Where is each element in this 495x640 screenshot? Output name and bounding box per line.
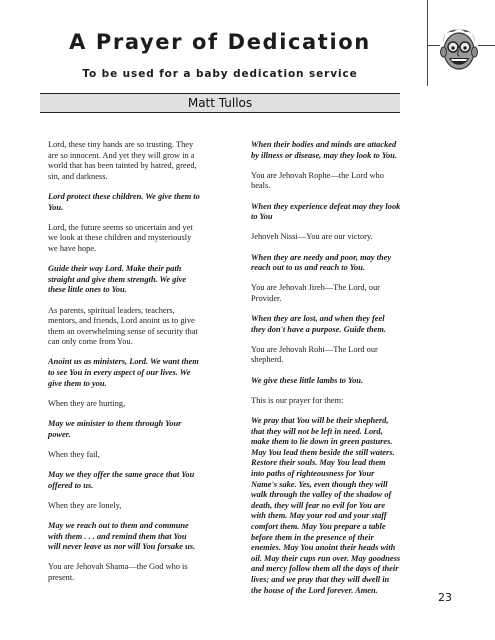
prayer-paragraph: You are Jehovah Rophe—the Lord who heals. — [251, 170, 384, 191]
prayer-paragraph: As parents, spiritual leaders, teachers, mentors, and friends, Lord anoint us to give them an overwhelming sense of security that can only come from You. — [48, 305, 198, 347]
right-column — [251, 140, 401, 606]
response-paragraph: May we minister to them through Your power. — [48, 419, 182, 439]
prayer-paragraph: Lord, these tiny hands are so trusting. They are so innocent. And yet they will grow in a world that has been tainted by hatred, greed, sin, and darkness. — [48, 140, 197, 181]
response-paragraph: Guide their way Lord. Make their path straight and give them strength. We give these little ones to You. — [48, 264, 187, 295]
response-paragraph: Anoint us as ministers, Lord. We want them to see You in every aspect of our lives. We give them to you. — [48, 357, 199, 388]
response-paragraph: When they are needy and poor, may they reach out to us and reach to You. — [251, 252, 392, 273]
author-name: Matt Tullos — [187, 96, 253, 110]
prayer-paragraph: You are Jehovah Shama—the God who is present. — [48, 562, 188, 582]
response-paragraph: May we they offer the same grace that You offered to us. — [48, 470, 195, 490]
prayer-paragraph: Lord, the future seems so uncertain and yet we look at these children and mysteriously we have hope. — [48, 222, 193, 253]
prayer-paragraph: You are Jehovah Rohi—The Lord our shepherd. — [251, 344, 378, 365]
response-paragraph: We pray that You will be their shepherd, that they will not be left in need. Lord, make them to lie down in green pastures. May You lead them beside the still waters. Restore their souls. May You lead them into paths of righteousness for Your Name's sake. Yes, even though they will walk through the valley of the shadow of death, they will fear no evil for You are with them. May your rod and your staff comfort them. May You prepare a table before them in the presence of their enemies. May You anoint their heads with oil. May their cups run over. May goodness and mercy follow them all the days of their lives; and we pray that they will dwell in the house of the Lord forever. Amen. — [251, 416, 401, 595]
response-paragraph: When their bodies and minds are attacked by illness or disease, may they look to You. — [251, 140, 397, 160]
logo-divider-vertical — [427, 0, 428, 86]
response-paragraph: Lord protect these children. We give them to You. — [48, 191, 200, 212]
left-column — [48, 140, 200, 593]
prayer-paragraph: When they fail, — [48, 449, 100, 459]
response-paragraph: When they experience defeat may they look to You — [251, 201, 401, 222]
response-paragraph: When they are lost, and when they feel they don't have a purpose. Guide them. — [251, 314, 386, 334]
page-title: A Prayer of Dedication — [69, 30, 371, 54]
prayer-paragraph: When they are hurting, — [48, 398, 126, 408]
prayer-paragraph: You are Jehovah Jireh—The Lord, our Provider. — [251, 283, 380, 303]
page-number: 23 — [438, 591, 452, 604]
page-subtitle: To be used for a baby dedication service — [82, 68, 358, 80]
prayer-paragraph: This is our prayer for them: — [251, 395, 344, 405]
cartoon-face-icon — [438, 27, 480, 75]
response-paragraph: May we reach out to them and commune with them . . . and remind them that You will never leave us nor will You forsake us. — [48, 520, 196, 552]
response-paragraph: We give these little lambs to You. — [251, 375, 364, 385]
prayer-paragraph: Jehoveh Nissi—You are our victory. — [251, 232, 373, 242]
logo-divider-right — [478, 45, 495, 46]
prayer-paragraph: When they are lonely, — [48, 500, 122, 510]
